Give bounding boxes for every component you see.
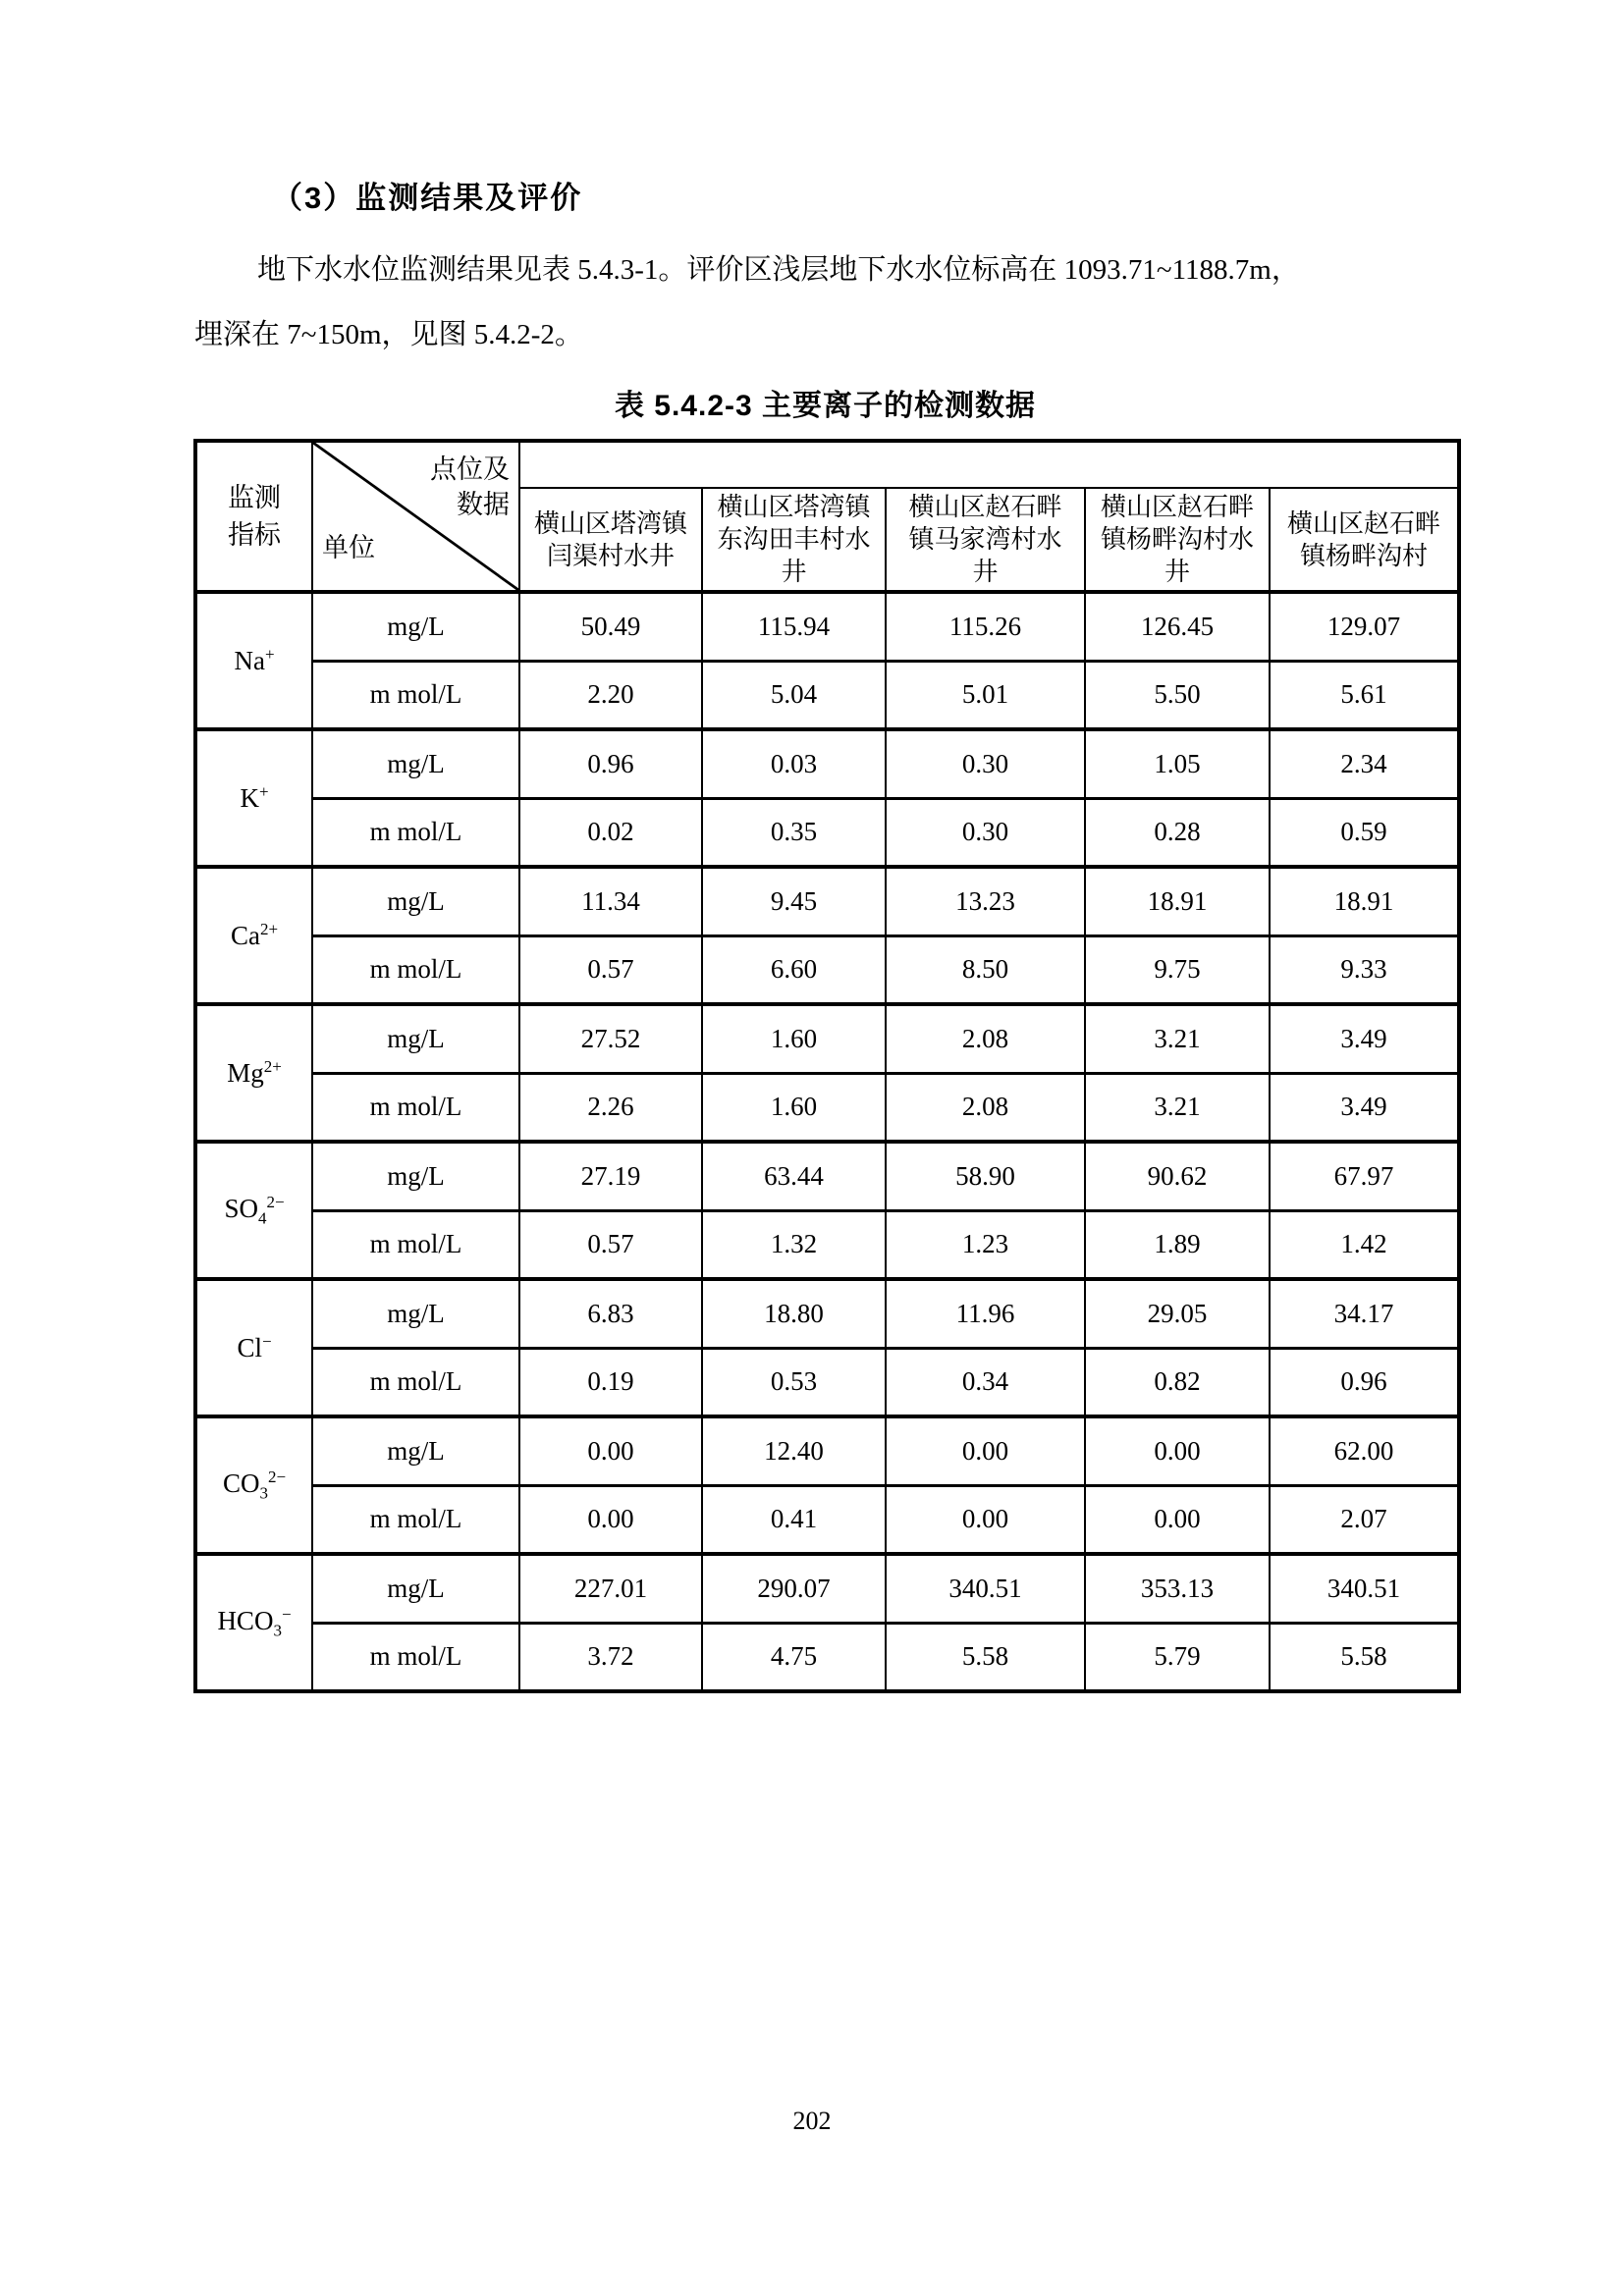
- value-cell: 5.01: [886, 661, 1085, 729]
- unit-cell: m mol/L: [312, 1623, 519, 1691]
- ion-label: Cl−: [195, 1279, 312, 1416]
- value-cell: 34.17: [1270, 1279, 1459, 1348]
- value-cell: 2.08: [886, 1073, 1085, 1142]
- value-cell: 90.62: [1085, 1142, 1270, 1210]
- value-cell: 29.05: [1085, 1279, 1270, 1348]
- table-row: [195, 867, 1459, 935]
- value-cell: 0.30: [886, 798, 1085, 867]
- value-cell: 2.26: [519, 1073, 702, 1142]
- value-cell: 0.00: [519, 1485, 702, 1554]
- value-cell: 5.04: [702, 661, 886, 729]
- value-cell: 12.40: [702, 1416, 886, 1485]
- value-cell: 0.57: [519, 1210, 702, 1279]
- unit-cell: m mol/L: [312, 1073, 519, 1142]
- value-cell: 340.51: [886, 1554, 1085, 1623]
- value-cell: 13.23: [886, 867, 1085, 935]
- value-cell: 50.49: [519, 592, 702, 661]
- value-cell: 2.20: [519, 661, 702, 729]
- table-row: [195, 798, 1459, 867]
- value-cell: 0.00: [1085, 1485, 1270, 1554]
- value-cell: 6.60: [702, 935, 886, 1004]
- value-cell: 0.00: [886, 1416, 1085, 1485]
- value-cell: 353.13: [1085, 1554, 1270, 1623]
- body-paragraph: [194, 238, 1463, 367]
- value-cell: 27.19: [519, 1142, 702, 1210]
- ion-label: $Ca^{2+}$: [195, 867, 312, 1004]
- value-cell: 18.91: [1085, 867, 1270, 935]
- table-row: [195, 1073, 1459, 1142]
- value-cell: 2.34: [1270, 729, 1459, 798]
- value-cell: 9.33: [1270, 935, 1459, 1004]
- value-cell: 9.45: [702, 867, 886, 935]
- unit-cell: mg/L: [312, 592, 519, 661]
- site-header-cell: 横山区赵石畔镇杨畔沟村水井: [1085, 488, 1270, 592]
- value-cell: 3.21: [1085, 1004, 1270, 1073]
- site-header-cell: 横山区赵石畔镇杨畔沟村: [1270, 488, 1459, 592]
- table-row: [195, 1142, 1459, 1210]
- unit-cell: m mol/L: [312, 661, 519, 729]
- header-empty-strip: [519, 441, 1459, 488]
- unit-cell: mg/L: [312, 1554, 519, 1623]
- unit-cell: m mol/L: [312, 1210, 519, 1279]
- value-cell: 1.60: [702, 1073, 886, 1142]
- value-cell: 227.01: [519, 1554, 702, 1623]
- value-cell: 0.34: [886, 1348, 1085, 1416]
- value-cell: 62.00: [1270, 1416, 1459, 1485]
- ion-label: $HCO_3^-$: [195, 1554, 312, 1691]
- value-cell: 27.52: [519, 1004, 702, 1073]
- value-cell: 5.79: [1085, 1623, 1270, 1691]
- section-heading: （3）监测结果及评价: [272, 181, 583, 215]
- unit-cell: mg/L: [312, 1004, 519, 1073]
- value-cell: 0.35: [702, 798, 886, 867]
- paragraph-line-1: 地下水水位监测结果见表 5.4.3-1。评价区浅层地下水水位标高在 1093.71~1188.7m，: [257, 254, 1300, 286]
- value-cell: 0.02: [519, 798, 702, 867]
- value-cell: 2.07: [1270, 1485, 1459, 1554]
- value-cell: 0.28: [1085, 798, 1270, 867]
- indicator-label-line-1: 监测: [228, 483, 281, 512]
- value-cell: 129.07: [1270, 592, 1459, 661]
- value-cell: 9.75: [1085, 935, 1270, 1004]
- ion-label: $Mg^{2+}$: [195, 1004, 312, 1142]
- value-cell: 3.72: [519, 1623, 702, 1691]
- table-title: 表 5.4.2-3 主要离子的检测数据: [614, 390, 1037, 422]
- unit-cell: mg/L: [312, 867, 519, 935]
- table-row: [195, 935, 1459, 1004]
- value-cell: 18.91: [1270, 867, 1459, 935]
- indicator-label-line-2: 指标: [228, 520, 281, 550]
- table-row: [195, 1485, 1459, 1554]
- paragraph-line-2: 埋深在 7~150m，见图 5.4.2-2。: [194, 319, 583, 350]
- corner-unit-label: 单位: [322, 533, 375, 562]
- corner-top-label-line-1: 点位及: [430, 454, 510, 484]
- value-cell: 1.05: [1085, 729, 1270, 798]
- header-monitoring-indicator: [195, 441, 312, 592]
- value-cell: 5.58: [1270, 1623, 1459, 1691]
- ion-detection-table: [193, 439, 1461, 1693]
- unit-cell: m mol/L: [312, 1485, 519, 1554]
- site-header-cell: 横山区赵石畔镇马家湾村水井: [886, 488, 1085, 592]
- value-cell: 0.82: [1085, 1348, 1270, 1416]
- value-cell: 0.59: [1270, 798, 1459, 867]
- value-cell: 0.96: [1270, 1348, 1459, 1416]
- value-cell: 2.08: [886, 1004, 1085, 1073]
- value-cell: 340.51: [1270, 1554, 1459, 1623]
- value-cell: 0.00: [1085, 1416, 1270, 1485]
- value-cell: 290.07: [702, 1554, 886, 1623]
- unit-cell: mg/L: [312, 1416, 519, 1485]
- table-row: [195, 1416, 1459, 1485]
- table-row: [195, 592, 1459, 661]
- value-cell: 11.96: [886, 1279, 1085, 1348]
- value-cell: 1.32: [702, 1210, 886, 1279]
- value-cell: 18.80: [702, 1279, 886, 1348]
- ion-label: $SO_4^{2-}$: [195, 1142, 312, 1279]
- value-cell: 0.41: [702, 1485, 886, 1554]
- ion-label: $CO_3^{2-}$: [195, 1416, 312, 1554]
- ion-label: K+: [195, 729, 312, 867]
- value-cell: 11.34: [519, 867, 702, 935]
- value-cell: 58.90: [886, 1142, 1085, 1210]
- table-row: [195, 1210, 1459, 1279]
- unit-cell: mg/L: [312, 729, 519, 798]
- value-cell: 0.00: [886, 1485, 1085, 1554]
- value-cell: 126.45: [1085, 592, 1270, 661]
- unit-cell: mg/L: [312, 1279, 519, 1348]
- value-cell: 8.50: [886, 935, 1085, 1004]
- table-row: [195, 729, 1459, 798]
- value-cell: 0.19: [519, 1348, 702, 1416]
- table-row: [195, 1279, 1459, 1348]
- value-cell: 1.23: [886, 1210, 1085, 1279]
- page-number: 202: [792, 2107, 832, 2135]
- value-cell: 0.53: [702, 1348, 886, 1416]
- table-row: [195, 661, 1459, 729]
- value-cell: 6.83: [519, 1279, 702, 1348]
- unit-cell: m mol/L: [312, 798, 519, 867]
- value-cell: 0.96: [519, 729, 702, 798]
- value-cell: 3.21: [1085, 1073, 1270, 1142]
- header-diagonal-cell: [312, 441, 519, 592]
- table-row: [195, 1004, 1459, 1073]
- table-row: [195, 1554, 1459, 1623]
- value-cell: 63.44: [702, 1142, 886, 1210]
- value-cell: 4.75: [702, 1623, 886, 1691]
- unit-cell: mg/L: [312, 1142, 519, 1210]
- value-cell: 0.57: [519, 935, 702, 1004]
- value-cell: 5.61: [1270, 661, 1459, 729]
- corner-top-label-line-2: 数据: [457, 490, 510, 519]
- value-cell: 1.42: [1270, 1210, 1459, 1279]
- value-cell: 3.49: [1270, 1004, 1459, 1073]
- value-cell: 5.58: [886, 1623, 1085, 1691]
- value-cell: 0.03: [702, 729, 886, 798]
- unit-cell: m mol/L: [312, 1348, 519, 1416]
- value-cell: 115.26: [886, 592, 1085, 661]
- unit-cell: m mol/L: [312, 935, 519, 1004]
- table-row: [195, 1348, 1459, 1416]
- value-cell: 0.30: [886, 729, 1085, 798]
- value-cell: 67.97: [1270, 1142, 1459, 1210]
- value-cell: 1.60: [702, 1004, 886, 1073]
- ion-label: Na+: [195, 592, 312, 729]
- value-cell: 1.89: [1085, 1210, 1270, 1279]
- site-header-cell: 横山区塔湾镇闫渠村水井: [519, 488, 702, 592]
- value-cell: 5.50: [1085, 661, 1270, 729]
- value-cell: 0.00: [519, 1416, 702, 1485]
- value-cell: 3.49: [1270, 1073, 1459, 1142]
- site-header-cell: 横山区塔湾镇东沟田丰村水井: [702, 488, 886, 592]
- value-cell: 115.94: [702, 592, 886, 661]
- table-row: [195, 1623, 1459, 1691]
